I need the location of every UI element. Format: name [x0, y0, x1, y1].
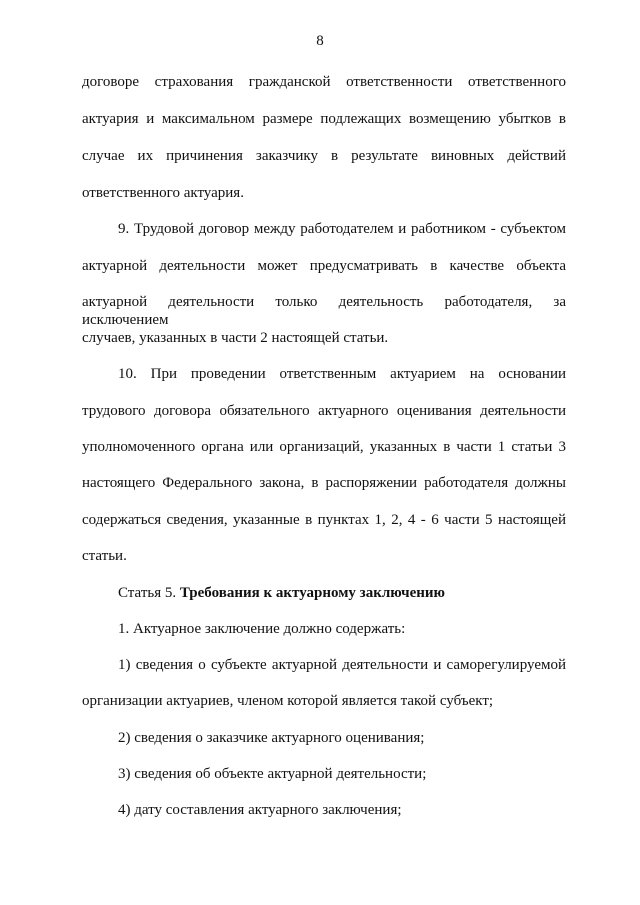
text-line: договоре страхования гражданской ответственности ответственного — [82, 74, 566, 90]
article-prefix: Статья 5. — [118, 585, 180, 601]
article-title: Требования к актуарному заключению — [179, 585, 446, 601]
text-line: трудового договора обязательного актуарного оценивания деятельности — [82, 403, 566, 419]
list-item: 2) сведения о заказчике актуарного оценивания; — [118, 730, 425, 746]
list-item: 3) сведения об объекте актуарной деятельности; — [118, 766, 427, 782]
list-item: 4) дату составления актуарного заключения; — [118, 802, 402, 818]
list-item: организации актуариев, членом которой является такой субъект; — [82, 693, 494, 709]
text-line: настоящего Федерального закона, в распоряжении работодателя должны — [82, 475, 566, 491]
text-line: содержаться сведения, указанные в пунктах 1, 2, 4 - 6 части 5 настоящей — [82, 512, 566, 528]
text-line: 10. При проведении ответственным актуарием на основании — [118, 366, 566, 382]
text-line: статьи. — [82, 548, 127, 564]
list-item: 1) сведения о субъекте актуарной деятельности и саморегулируемой — [118, 657, 566, 673]
text-line: актуарной деятельности только деятельность работодателя, за исключением — [82, 294, 566, 328]
text-line: уполномоченного органа или организаций, указанных в части 1 статьи 3 — [82, 439, 566, 455]
text-line: ответственного актуария. — [82, 185, 244, 201]
page-number: 8 — [316, 33, 324, 49]
text-line: актуарной деятельности может предусматривать в качестве объекта — [82, 258, 566, 274]
list-item: 1. Актуарное заключение должно содержать: — [118, 621, 406, 637]
article-heading — [118, 584, 602, 602]
text-line: 9. Трудовой договор между работодателем и работником - субъектом — [118, 221, 566, 237]
text-line: случаев, указанных в части 2 настоящей статьи. — [82, 330, 389, 346]
text-line: случае их причинения заказчику в результате виновных действий — [82, 148, 566, 164]
text-line: актуария и максимальном размере подлежащих возмещению убытков в — [82, 111, 566, 127]
